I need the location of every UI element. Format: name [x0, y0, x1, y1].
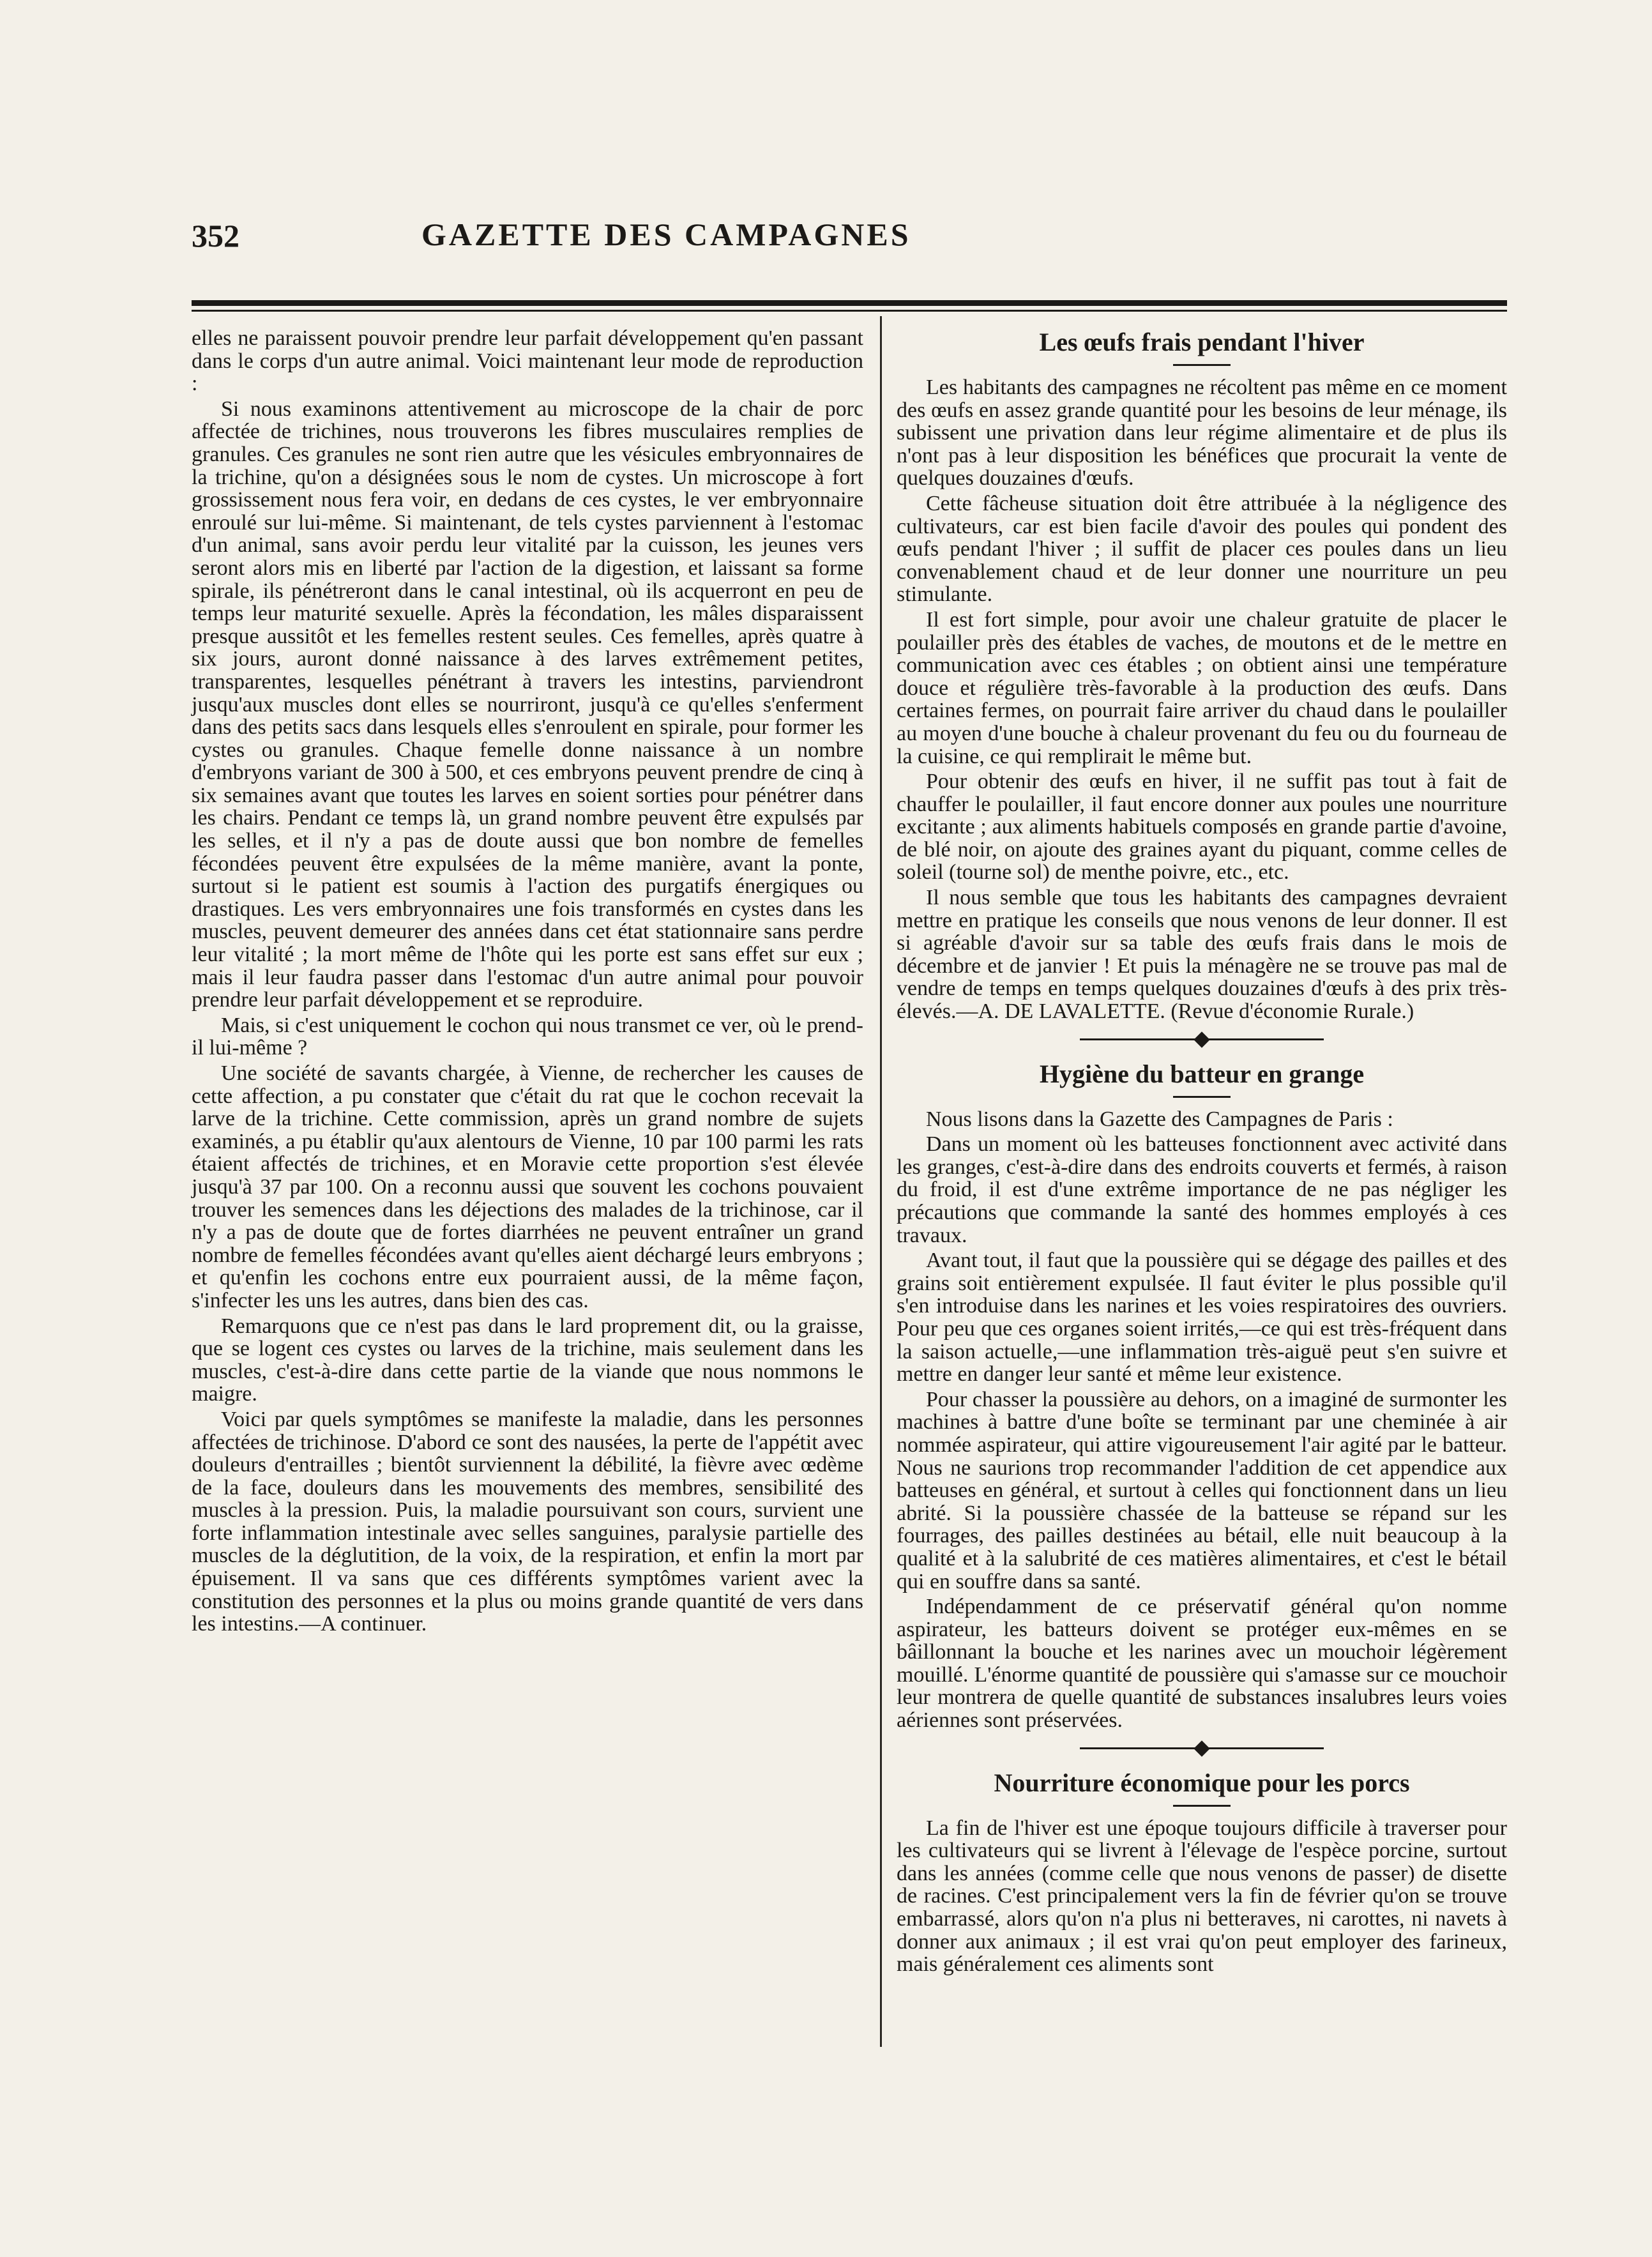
journal-title: GAZETTE DES CAMPAGNES — [421, 217, 911, 252]
article-paragraph: elles ne paraissent pouvoir prendre leur parfait développement qu'en passant dans le corps d'un autre animal. Voici maintenant leur mode de reproduction : — [192, 326, 863, 396]
article-paragraph: Dans un moment où les batteuses fonctionnent avec activité dans les granges, c'est-à-dire dans des endroits couverts et fermés, à raison du froid, il est d'une extrême importance de ne pas négliger les précautions que commande la santé des hommes employés à ces travaux. — [897, 1132, 1507, 1247]
section-separator — [897, 1740, 1507, 1756]
article-paragraph: Indépendamment de ce préservatif général qu'on nomme aspirateur, les batteurs doivent se protéger eux-mêmes en se bâillonnant la bouche et les narines avec un mouchoir légèrement mouillé. L'énorme quantité de poussière qui s'amasse sur ce mouchoir leur montrera de quelle quantité de substances insalubres leurs voies aériennes sont préservées. — [897, 1595, 1507, 1733]
section-title-oeufs: Les œufs frais pendant l'hiver — [1039, 328, 1365, 356]
article-paragraph: Si nous examinons attentivement au microscope de la chair de porc affectée de trichines, nous trouverons les fibres musculaires remplies de granules. Ces granules ne sont rien autre que les vésicules embryonnaires de la trichine, qu'on a désignées sous le nom de cystes. Un microscope à fort grossissement nous fera voir, en dedans de ces cystes, le ver embryonnaire enroulé sur lui-même. Si maintenant, de tels cystes parviennent à l'estomac d'un animal, sans avoir perdu leur vitalité par la cuisson, les jeunes vers seront alors mis en liberté par l'action de la digestion, et laissant sa forme spirale, ils pénétreront dans le canal intestinal, où ils acquerront en peu de temps leur maturité sexuelle. Après la fécondation, les mâles disparaissent presque aussitôt et les femelles restent seules. Ces femelles, après quatre à six jours, auront donné naissance à des larves extrêmement petites, transparentes, lesquelles pénétrant à travers les intestins, parviendront jusqu'aux muscles dont elles se nourriront, jusqu'à ce qu'elles s'enferment dans des petits sacs dans lesquels elles s'enroulent en spirale, pour former les cystes ou granules. Chaque femelle donne naissance à un nombre d'embryons variant de 300 à 500, et ces embryons peuvent prendre de cinq à six semaines avant que toutes les larves en soient sorties pour pénétrer dans les chairs. Pendant ce temps là, un grand nombre peuvent être expulsés par les selles, et il n'y a pas de doute aussi que bon nombre de femelles fécondées peuvent être expulsées de la même manière, avant la ponte, surtout si le patient est soumis à l'action des purgatifs énergiques ou drastiques. Les vers embryonnaires une fois transformés en cystes dans les muscles, peuvent demeurer des années dans cet état stationnaire sans perdre leur vitalité ; la mort même de l'hôte qui les porte est sans effet sur eux ; mais il leur faudra passer dans l'estomac d'un autre animal pour pouvoir prendre leur parfait développement et se reproduire. — [192, 397, 863, 1012]
right-column — [897, 327, 1507, 1979]
section-rule — [1173, 364, 1231, 366]
left-column — [192, 327, 863, 1638]
page-header — [192, 212, 1507, 263]
article-paragraph: La fin de l'hiver est une époque toujours difficile à traverser pour les cultivateurs qui se livrent à l'élevage de l'espèce porcine, surtout dans les années (comme celle que nous venons de passer) de disette de racines. C'est principalement vers la fin de février qu'on se trouve embarrassé, alors qu'on n'a plus ni betteraves, ni carottes, ni navets à donner aux animaux ; il est vrai qu'on peut employer des farineux, mais généralement ces aliments sont — [897, 1816, 1507, 1977]
section-title-hygiene: Hygiène du batteur en grange — [1039, 1059, 1365, 1088]
article-paragraph: Cette fâcheuse situation doit être attribuée à la négligence des cultivateurs, car est bien facile d'avoir des poules qui pondent des œufs pendant l'hiver ; il suffit de placer ces poules dans un lieu convenablement chaud et de leur donner une nourriture un peu stimulante. — [897, 491, 1507, 607]
article-paragraph: Les habitants des campagnes ne récoltent pas même en ce moment des œufs en assez grande quantité pour les besoins de leur ménage, ils subissent une privation dans leur régime alimentaire et de plus ils n'ont pas à leur disposition les bénéfices que procurait la vente de quelques douzaines d'œufs. — [897, 376, 1507, 490]
article-paragraph: Voici par quels symptômes se manifeste la maladie, dans les personnes affectées de trichinose. D'abord ce sont des nausées, la perte de l'appétit avec douleurs d'entrailles ; bientôt surviennent la débilité, la fièvre avec œdème de la face, douleurs dans les mouvements des membres, sensibilité des muscles à la pression. Puis, la maladie poursuivant son cours, survient une forte inflammation intestinale avec selles sanguines, paralysie partielle des muscles de la déglutition, de la voix, de la respiration, et enfin la mort par épuisement. Il va sans que ces différents symptômes varient avec la constitution des personnes et la plus ou moins grande quantité de vers dans les intestins.—A continuer. — [192, 1407, 863, 1636]
page-number: 352 — [192, 218, 239, 254]
section-rule — [1173, 1805, 1231, 1807]
section-rule — [1173, 1096, 1231, 1098]
article-paragraph: Remarquons que ce n'est pas dans le lard proprement dit, ou la graisse, que se logent ces cystes ou larves de la trichine, mais seulement dans les muscles, c'est-à-dire dans cette partie de la viande que nous nommons le maigre. — [192, 1314, 863, 1406]
article-paragraph: Pour obtenir des œufs en hiver, il ne suffit pas tout à fait de chauffer le poulailler, il faut encore donner aux poules une nourriture excitante ; aux aliments habituels composés en grande partie d'avoine, de blé noir, on ajoute des graines ayant du piquant, comme celles de soleil (tourne sol) de menthe poivre, etc., etc. — [897, 770, 1507, 885]
article-paragraph: Il nous semble que tous les habitants des campagnes devraient mettre en pratique les conseils que nous venons de leur donner. Il est si agréable d'avoir sur sa table des œufs frais dans le mois de décembre et de janvier ! Et puis la ménagère ne se trouve pas mal de vendre de temps en temps quelques douzaines d'œufs à des prix très-élevés.—A. DE LAVALETTE. (Revue d'économie Rurale.) — [897, 886, 1507, 1024]
article-paragraph: Nous lisons dans la Gazette des Campagnes de Paris : — [926, 1107, 1393, 1131]
section-separator — [897, 1031, 1507, 1047]
header-rule-thick — [192, 300, 1507, 306]
article-paragraph: Avant tout, il faut que la poussière qui se dégage des pailles et des grains soit entièrement expulsée. Il faut éviter le plus possible qu'il s'en introduise dans les narines et les voies respiratoires des ouvriers. Pour peu que ces organes soient irrités,—ce qui est très-fréquent dans la saison actuelle,—une inflammation très-aiguë peut s'en suivre et mettre en danger leur santé et même leur existence. — [897, 1249, 1507, 1387]
header-rule-thin — [192, 310, 1507, 312]
column-divider — [880, 316, 882, 2047]
article-paragraph: Il est fort simple, pour avoir une chaleur gratuite de placer le poulailler près des étables de vaches, de moutons et de le mettre en communication avec ces étables ; on obtient ainsi une température douce et régulière très-favorable à la production des œufs. Dans certaines fermes, on pourrait faire arriver du chaud dans le poulailler au moyen d'une bouche à chaleur provenant du feu ou du fourneau de la cuisine, ce qui remplirait le même but. — [897, 607, 1507, 768]
article-paragraph: Pour chasser la poussière au dehors, on a imaginé de surmonter les machines à battre d'une boîte se terminant par une cheminée à air nommée aspirateur, qui attire vigoureusement l'air agité par le batteur. Nous ne saurions trop recommander l'addition de cet appendice aux batteuses en général, et surtout à celles qui fonctionnent dans un lieu abrité. Si la poussière chassée de la batteuse se répand sur les fourrages, des pailles destinées au bétail, elle nuit beaucoup à la qualité et à la salubrité de ces matières alimentaires, et c'est le bétail qui en souffre dans sa santé. — [897, 1387, 1507, 1593]
article-paragraph: Une société de savants chargée, à Vienne, de rechercher les causes de cette affection, a pu constater que c'était du rat que le cochon recevait la larve de la trichine. Cette commission, après un grand nombre de sujets examinés, a pu établir qu'aux alentours de Vienne, 10 par 100 parmi les rats étaient affectés de trichines, et en Moravie cette proportion s'est élevée jusqu'à 37 par 100. On a reconnu aussi que souvent les cochons pouvaient trouver les semences dans les déjections des malades de la trichinose, car il n'y a pas de doute que de fortes diarrhées ne peuvent entraîner un grand nombre de femelles fécondées avant qu'elles aient déchargé leurs embryons ; et qu'enfin les cochons entre eux pourraient aussi, de la même façon, s'infecter les uns les autres, dans bien des cas. — [192, 1061, 863, 1312]
section-title-porcs: Nourriture économique pour les porcs — [994, 1768, 1410, 1797]
article-paragraph: Mais, si c'est uniquement le cochon qui nous transmet ce ver, où le prend-il lui-même ? — [192, 1013, 863, 1060]
